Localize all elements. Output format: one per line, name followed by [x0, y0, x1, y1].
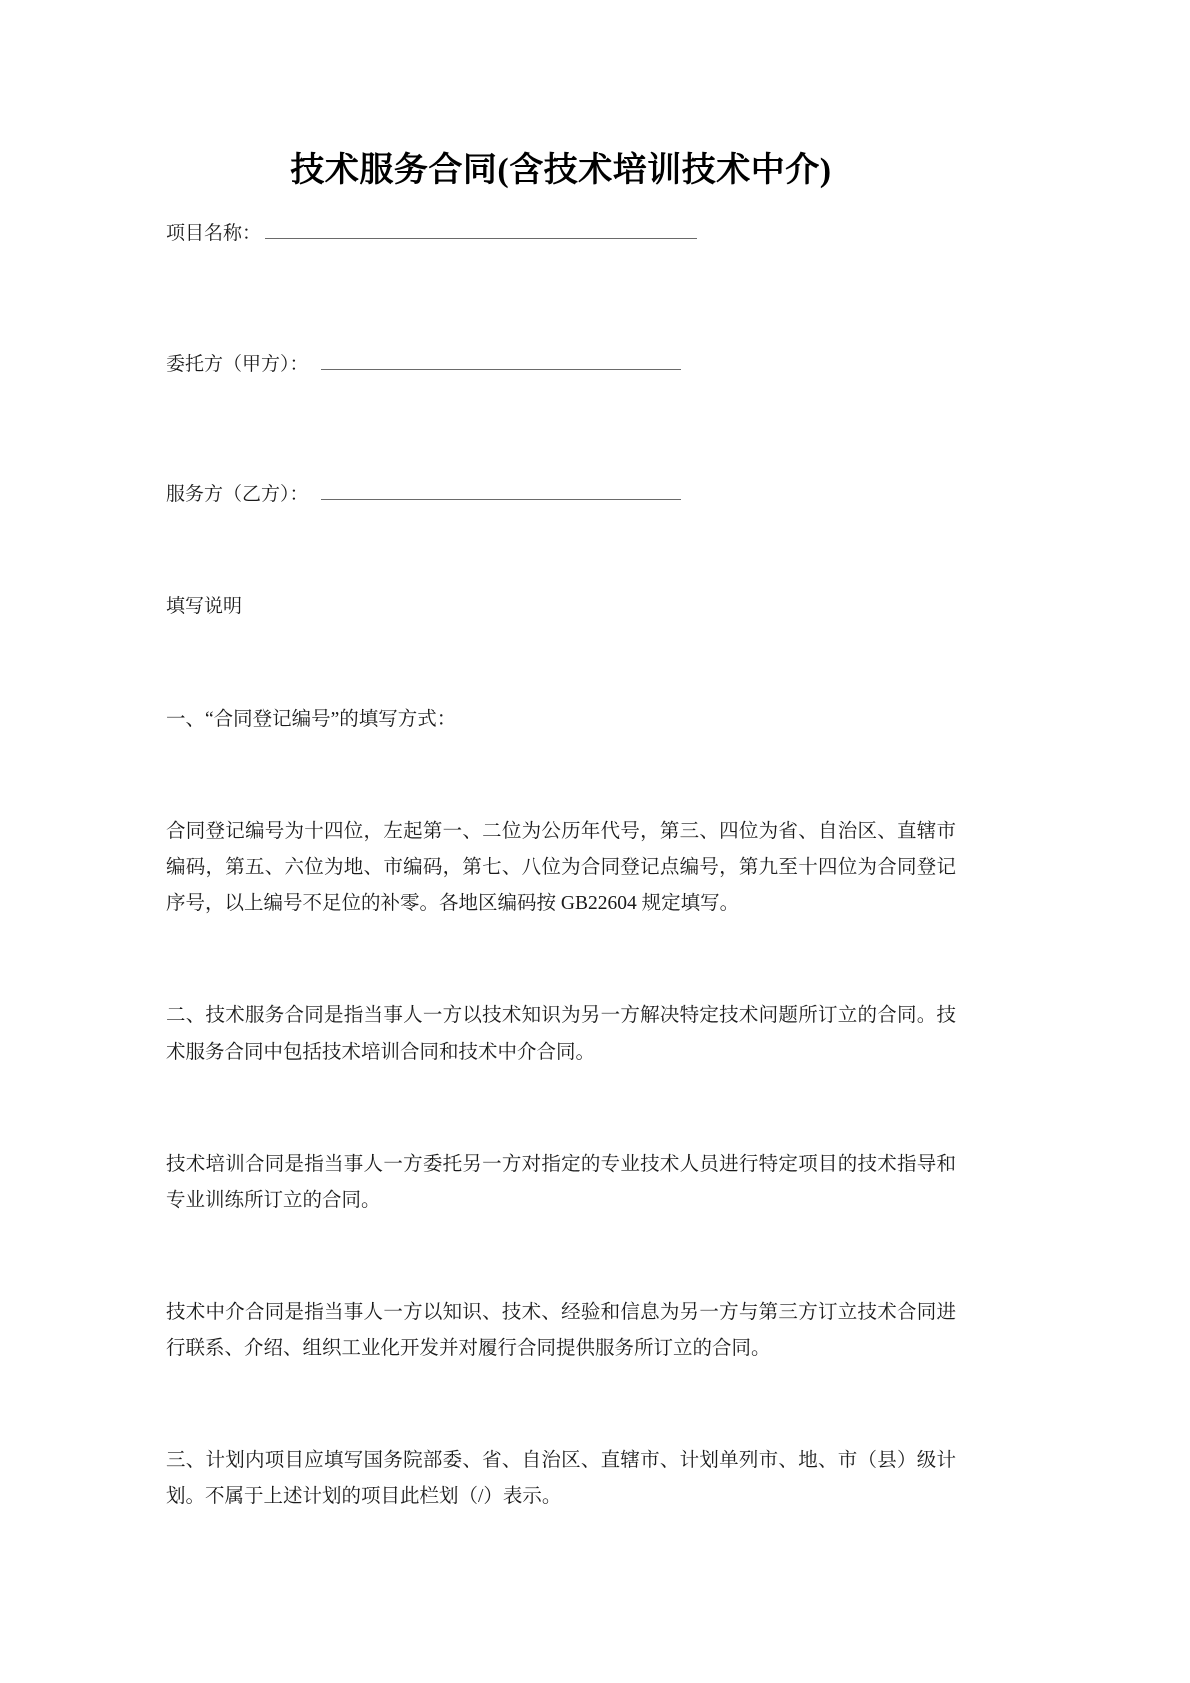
section-two-paragraph-definition: 二、技术服务合同是指当事人一方以技术知识为另一方解决特定技术问题所订立的合同。技术服务合同中包括技术培训合同和技术中介合同。: [166, 1005, 956, 1063]
party-a-input[interactable]: [321, 349, 681, 370]
page-title: 技术服务合同(含技术培训技术中介): [290, 152, 832, 189]
project-name-label: 项目名称：: [166, 223, 262, 245]
project-name-input[interactable]: [265, 219, 697, 240]
instructions-heading: 填写说明: [166, 595, 243, 617]
section-one-heading: 一、“合同登记编号”的填写方式：: [166, 709, 457, 731]
party-a-label: 委托方（甲方）：: [166, 353, 309, 375]
section-two-paragraph-intermediary: 技术中介合同是指当事人一方以知识、技术、经验和信息为另一方与第三方订立技术合同进行联系、介绍、组织工业化开发并对履行合同提供服务所订立的合同。: [166, 1301, 956, 1359]
party-b-label: 服务方（乙方）：: [166, 484, 309, 506]
section-two-paragraph-training: 技术培训合同是指当事人一方委托另一方对指定的专业技术人员进行特定项目的技术指导和专业训练所订立的合同。: [166, 1153, 956, 1211]
party-b-field-row: [166, 479, 956, 509]
field-spacer-one: [166, 249, 956, 323]
section-three-paragraph: 三、计划内项目应填写国务院部委、省、自治区、直辖市、计划单列市、地、市（县）级计划。不属于上述计划的项目此栏划（/）表示。: [166, 1449, 956, 1507]
project-name-field-row: [166, 219, 956, 249]
party-a-field-row: [166, 349, 956, 379]
field-spacer-two: [166, 379, 956, 453]
document-content: [166, 0, 956, 1515]
section-one-paragraph: 合同登记编号为十四位，左起第一、二位为公历年代号，第三、四位为省、自治区、直辖市编码，第五、六位为地、市编码，第七、八位为合同登记点编号，第九至十四位为合同登记序号，以上编号不足位的补零。各地区编码按 GB22604 规定填写。: [166, 821, 956, 915]
party-b-input[interactable]: [321, 479, 681, 500]
